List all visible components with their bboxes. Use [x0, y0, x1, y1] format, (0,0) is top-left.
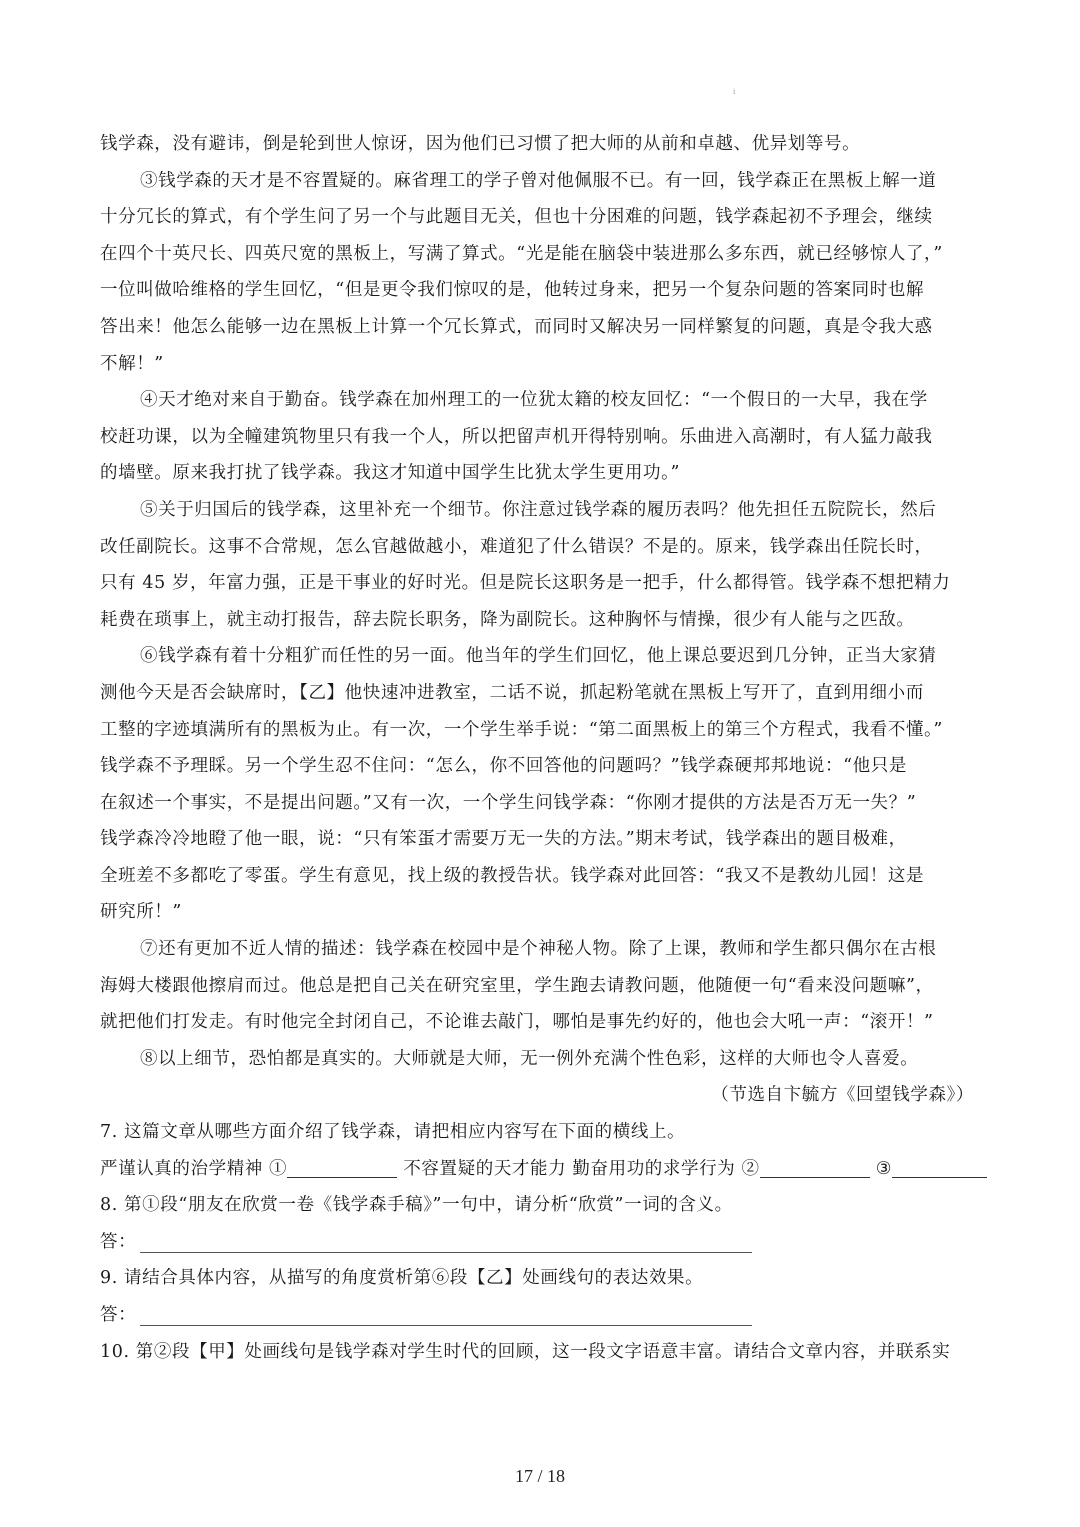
question-8-stem: 8. 第①段“朋友在欣赏一卷《钱学森手稿》”一句中，请分析“欣赏”一词的含义。: [100, 1195, 733, 1216]
paragraph-6-line-2: 海姆大楼跟他擦肩而过。他总是把自己关在研究室里，学生跑去请教问题，他随便一句“看来没问题嘛”，: [100, 975, 934, 996]
paragraph-4-line-1: ⑤关于归国后的钱学森，这里补充一个细节。你注意过钱学森的履历表吗？他先担任五院院长，然后: [140, 499, 937, 520]
article-text: [100, 126, 982, 1077]
paragraph-3-line-3: 的墙壁。原来我打扰了钱学森。我这才知道中国学生比犹太学生更用功。”: [100, 463, 680, 484]
question-8-answer: [100, 1224, 982, 1261]
question-8: [100, 1187, 982, 1224]
paragraph-2-line-6: 不解！”: [100, 353, 164, 374]
question-10-stem: 10. 第②段【甲】处画线句是钱学森对学生时代的回顾，这一段文字语意丰富。请结合文章内容，并联系实: [100, 1341, 951, 1362]
paragraph-3-line-1: ④天才绝对来自于勤奋。钱学森在加州理工的一位犹太籍的校友回忆：“一个假日的一大早，我在学: [140, 390, 928, 411]
question-9-stem: 9. 请结合具体内容，从描写的角度赏析第⑥段【乙】处画线句的表达效果。: [100, 1268, 704, 1289]
q7-part-b: 不容置疑的天才能力 勤奋用功的求学行为 ②: [397, 1158, 760, 1179]
q7-part-a: 严谨认真的治学精神 ①: [100, 1158, 288, 1179]
paragraph-7-line-1: ⑧以上细节，恐怕都是真实的。大师就是大师，无一例外充满个性色彩，这样的大师也令人喜爱。: [140, 1048, 919, 1069]
paragraph-5-line-5: 在叙述一个事实，不是提出问题。”又有一次，一个学生问钱学森：“你刚才提供的方法是否万无一失？”: [100, 792, 917, 813]
q9-answer-label: 答：: [100, 1305, 137, 1325]
q8-answer-label: 答：: [100, 1231, 137, 1252]
paragraph-6-line-3: 就把他们打发走。有时他完全封闭自己，不论谁去敲门，哪怕是事先约好的，他也会大吼一声：“滚开！”: [100, 1012, 934, 1033]
q8-answer-line[interactable]: [140, 1230, 752, 1253]
paragraph-2-line-1: ③钱学森的天才是不容置疑的。麻省理工的学子曾对他佩服不已。有一回，钱学森正在黑板上解一道: [140, 170, 937, 191]
paragraph-4-line-4: 耗费在琐事上，就主动打报告，辞去院长职务，降为副院长。这种胸怀与情操，很少有人能与之匹敌。: [100, 609, 915, 630]
question-7-stem: 7. 这篇文章从哪些方面介绍了钱学森，请把相应内容写在下面的横线上。: [100, 1122, 686, 1143]
q7-blank-1[interactable]: [287, 1157, 397, 1178]
paragraph-5-line-1: ⑥钱学森有着十分粗犷而任性的另一面。他当年的学生们回忆，他上课总要迟到几分钟，正当大家猜: [140, 646, 937, 667]
q7-part-c: ③: [869, 1158, 893, 1179]
paragraph-2-line-5: 答出来！他怎么能够一边在黑板上计算一个冗长算式，而同时又解决另一同样繁复的问题，真是令我大惑: [100, 316, 933, 337]
q9-answer-line[interactable]: [140, 1303, 752, 1326]
question-7-answer-row: [100, 1151, 982, 1188]
question-7: [100, 1114, 982, 1151]
paragraph-2-line-2: 十分冗长的算式，有个学生问了另一个与此题目无关，但也十分困难的问题，钱学森起初不予理会，继续: [100, 207, 933, 228]
paragraph-6-line-1: ⑦还有更加不近人情的描述：钱学森在校园中是个神秘人物。除了上课，教师和学生都只偶尔在古根: [140, 939, 937, 960]
paragraph-3-line-2: 校赶功课，以为全幢建筑物里只有我一个人，所以把留声机开得特别响。乐曲进入高潮时，有人猛力敲我: [100, 426, 933, 447]
question-9-answer: [100, 1297, 982, 1334]
page-number: 17 / 18: [514, 1466, 565, 1486]
paragraph-5-line-7: 全班差不多都吃了零蛋。学生有意见，找上级的教授告状。钱学森对此回答：“我又不是教幼儿园！这是: [100, 865, 925, 886]
paragraph-5-line-6: 钱学森冷冷地瞪了他一眼，说：“只有笨蛋才需要万无一失的方法。”期末考试，钱学森出的题目极难，: [100, 829, 907, 850]
q7-blank-2[interactable]: [760, 1157, 870, 1178]
paragraph-2-line-3: 在四个十英尺长、四英尺宽的黑板上，写满了算式。“光是能在脑袋中装进那么多东西，就已经够惊人了，”: [100, 243, 943, 264]
paragraph-1-line-1: 钱学森，没有避讳，倒是轮到世人惊讶，因为他们已习惯了把大师的从前和卓越、优异划等号。: [100, 134, 861, 154]
document-body: [100, 126, 982, 1370]
question-9: [100, 1260, 982, 1297]
paragraph-5-line-2: 测他今天是否会缺席时，【乙】他快速冲进教室，二话不说，抓起粉笔就在黑板上写开了，直到用细小而: [100, 682, 924, 703]
paragraph-5-line-3: 工整的字迹填满所有的黑板为止。有一次，一个学生举手说：“第二面黑板上的第三个方程式，我看不懂。”: [100, 719, 943, 740]
q7-blank-3[interactable]: [892, 1157, 987, 1178]
paragraph-5-line-8: 研究所！”: [100, 902, 182, 923]
paragraph-5-line-4: 钱学森不予理睬。另一个学生忍不住问：“怎么，你不回答他的问题吗？”钱学森硬邦邦地说：“他只是: [100, 756, 907, 777]
source-citation: （节选自卞毓方《回望钱学森》）: [711, 1085, 974, 1106]
question-10: [100, 1334, 982, 1371]
header-mark: i: [733, 88, 736, 96]
paragraph-4-line-3: 只有 45 岁，年富力强，正是干事业的好时光。但是院长这职务是一把手，什么都得管。钱学森不想把精力: [100, 573, 951, 594]
paragraph-4-line-2: 改任副院长。这事不合常规，怎么官越做越小，难道犯了什么错误？不是的。原来，钱学森出任院长时，: [100, 536, 933, 557]
paragraph-2-line-4: 一位叫做哈维格的学生回忆，“但是更令我们惊叹的是，他转过身来，把另一个复杂问题的答案同时也解: [100, 280, 925, 301]
